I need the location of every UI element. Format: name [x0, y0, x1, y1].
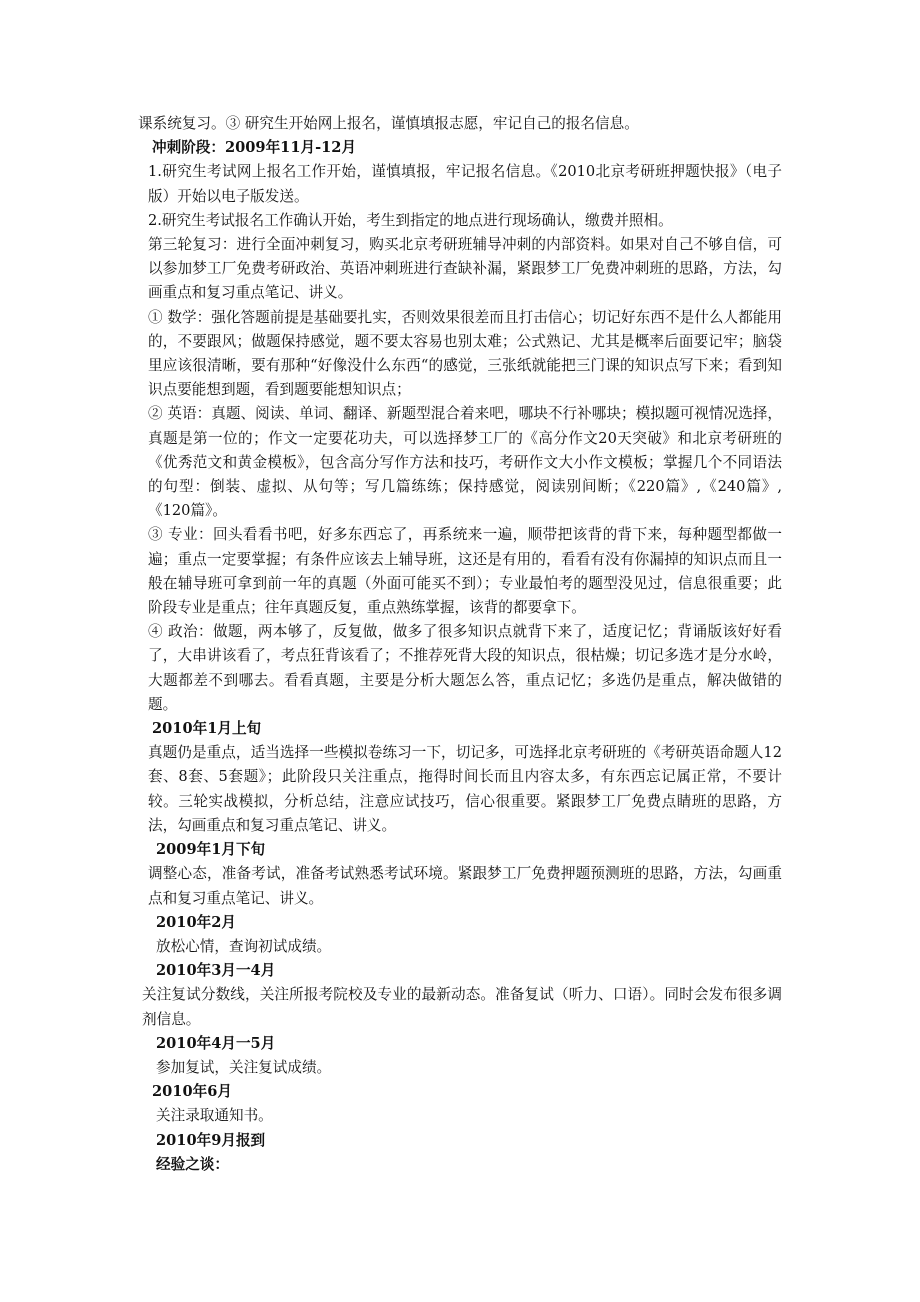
heading-2009-jan-late: 2009年1月下旬	[156, 841, 266, 859]
paragraph-2010-apr-may: 参加复试，关注复试成绩。	[156, 1058, 332, 1076]
paragraph-english: ② 英语：真题、阅读、单词、翻译、新题型混合着来吧，哪块不行补哪块；模拟题可视情况选择，真题是第一位的；作文一定要花功夫，可以选择梦工厂的《高分作文20天突破》和北京考研班的《优秀范文和黄金模板》，包含高分写作方法和技巧，考研作文大小作文模板；掌握几个不同语法的句型：倒装、虚拟、从句等；写几篇练练；保持感觉，阅读别间断；《220篇》,《240篇》,《120篇》。	[148, 405, 782, 520]
paragraph-2009-jan-late: 调整心态，准备考试，准备考试熟悉考试环境。紧跟梦工厂免费押题预测班的思路，方法，勾画重点和复习重点笔记、讲义。	[148, 865, 782, 907]
paragraph-major: ③ 专业：回头看看书吧，好多东西忘了，再系统来一遍，顺带把该背的背下来，每种题型都做一遍；重点一定要掌握；有条件应该去上辅导班，这还是有用的，看看有没有你漏掉的知识点而且一般在辅导班可拿到前一年的真题（外面可能买不到）；专业最怕考的题型没见过，信息很重要；此阶段专业是重点；往年真题反复，重点熟练掌握，该背的都要拿下。	[148, 526, 782, 617]
paragraph-registration-confirm: 2.研究生考试报名工作确认开始，考生到指定的地点进行现场确认，缴费并照相。	[148, 211, 673, 229]
heading-sprint-stage: 冲刺阶段：2009年11月-12月	[152, 139, 357, 157]
heading-2010-jan-early: 2010年1月上旬	[152, 720, 262, 738]
document-body	[138, 112, 782, 1177]
paragraph-2010-jun: 关注录取通知书。	[156, 1107, 273, 1125]
heading-2010-feb: 2010年2月	[156, 913, 236, 931]
paragraph-online-registration: 1.研究生考试网上报名工作开始，谨慎填报，牢记报名信息。《2010北京考研班押题快报》（电子版）开始以电子版发送。	[148, 163, 782, 205]
paragraph-math: ① 数学：强化答题前提是基础要扎实，否则效果很差而且打击信心；切记好东西不是什么人都能用的，不要跟风；做题保持感觉，题不要太容易也别太难；公式熟记、尤其是概率后面要记牢；脑袋里应该很清晰，要有那种“好像没什么东西“的感觉，三张纸就能把三门课的知识点写下来；看到知识点要能想到题，看到题要能想知识点；	[148, 308, 782, 399]
heading-2010-apr-may: 2010年4月一5月	[156, 1034, 276, 1052]
paragraph-2010-mar-apr: 关注复试分数线，关注所报考院校及专业的最新动态。准备复试（听力、口语）。同时会发布很多调剂信息。	[142, 986, 782, 1028]
heading-2010-jun: 2010年6月	[152, 1083, 232, 1101]
heading-2010-mar-apr: 2010年3月一4月	[156, 962, 276, 980]
heading-experience: 经验之谈：	[156, 1155, 229, 1173]
paragraph-politics: ④ 政治：做题，两本够了，反复做，做多了很多知识点就背下来了，适度记忆；背诵版该好好看了，大串讲该看了，考点狂背该看了；不推荐死背大段的知识点，很枯燥；切记多选才是分水岭，大题都差不到哪去。看看真题，主要是分析大题怎么答，重点记忆；多选仍是重点，解决做错的题。	[148, 623, 782, 713]
paragraph-2010-feb: 放松心情，查询初试成绩。	[156, 937, 332, 955]
paragraph-registration-note: 课系统复习。③ 研究生开始网上报名，谨慎填报志愿，牢记自己的报名信息。	[138, 115, 639, 132]
paragraph-third-round-review: 第三轮复习：进行全面冲刺复习，购买北京考研班辅导冲刺的内部资料。如果对自己不够自信，可以参加梦工厂免费考研政治、英语冲刺班进行查缺补漏，紧跟梦工厂免费冲刺班的思路，方法，勾画重点和复习重点笔记、讲义。	[148, 236, 782, 302]
paragraph-2010-jan-early: 真题仍是重点，适当选择一些模拟卷练习一下，切记多，可选择北京考研班的《考研英语命题人12套、8套、5套题》；此阶段只关注重点，拖得时间长而且内容太多，有东西忘记属正常，不要计较。三轮实战模拟，分析总结，注意应试技巧，信心很重要。紧跟梦工厂免费点睛班的思路，方法，勾画重点和复习重点笔记、讲义。	[148, 744, 782, 834]
heading-2010-sep-report: 2010年9月报到	[156, 1131, 266, 1149]
